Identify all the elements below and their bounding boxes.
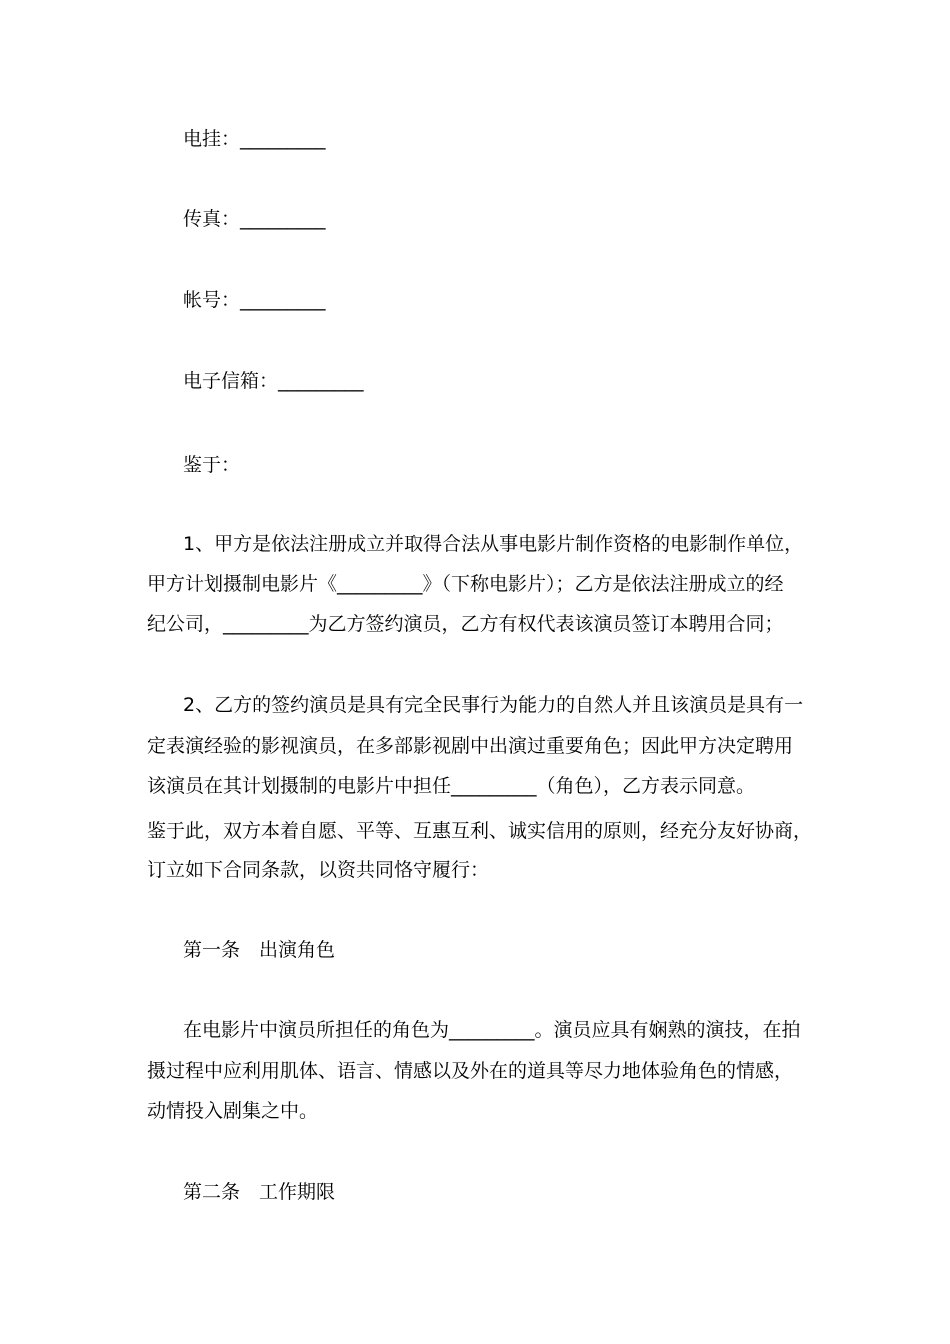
- email-field: 电子信箱：_________: [183, 370, 364, 392]
- fax-field: 传真：_________: [183, 208, 326, 230]
- whereas-p3-line: 订立如下合同条款，以资共同恪守履行：: [147, 859, 490, 881]
- article-2-title: 第二条 工作期限: [183, 1181, 336, 1203]
- article-1-title: 第一条 出演角色: [183, 939, 336, 961]
- whereas-p2-line: 定表演经验的影视演员，在多部影视剧中出演过重要角色；因此甲方决定聘用: [147, 735, 794, 757]
- whereas-p2-line: 2、乙方的签约演员是具有完全民事行为能力的自然人并且该演员是具有一: [183, 694, 804, 716]
- article-1-line: 摄过程中应利用肌体、语言、情感以及外在的道具等尽力地体验角色的情感，: [147, 1060, 794, 1082]
- whereas-p3-line: 鉴于此，双方本着自愿、平等、互惠互利、诚实信用的原则，经充分友好协商，: [147, 820, 813, 842]
- whereas-heading: 鉴于：: [183, 454, 241, 476]
- whereas-p1-line: 纪公司，_________为乙方签约演员，乙方有权代表该演员签订本聘用合同；: [147, 613, 784, 635]
- article-1-line: 动情投入剧集之中。: [147, 1100, 319, 1122]
- phone-field: 电挂：_________: [183, 128, 326, 150]
- whereas-p1-line: 1、甲方是依法注册成立并取得合法从事电影片制作资格的电影制作单位，: [183, 533, 804, 555]
- whereas-p1-line: 甲方计划摄制电影片《_________》（下称电影片）；乙方是依法注册成立的经: [147, 573, 784, 595]
- article-1-line: 在电影片中演员所担任的角色为_________。演员应具有娴熟的演技，在拍: [183, 1019, 801, 1041]
- account-field: 帐号：_________: [183, 289, 326, 311]
- whereas-p2-line: 该演员在其计划摄制的电影片中担任_________（角色），乙方表示同意。: [147, 775, 756, 797]
